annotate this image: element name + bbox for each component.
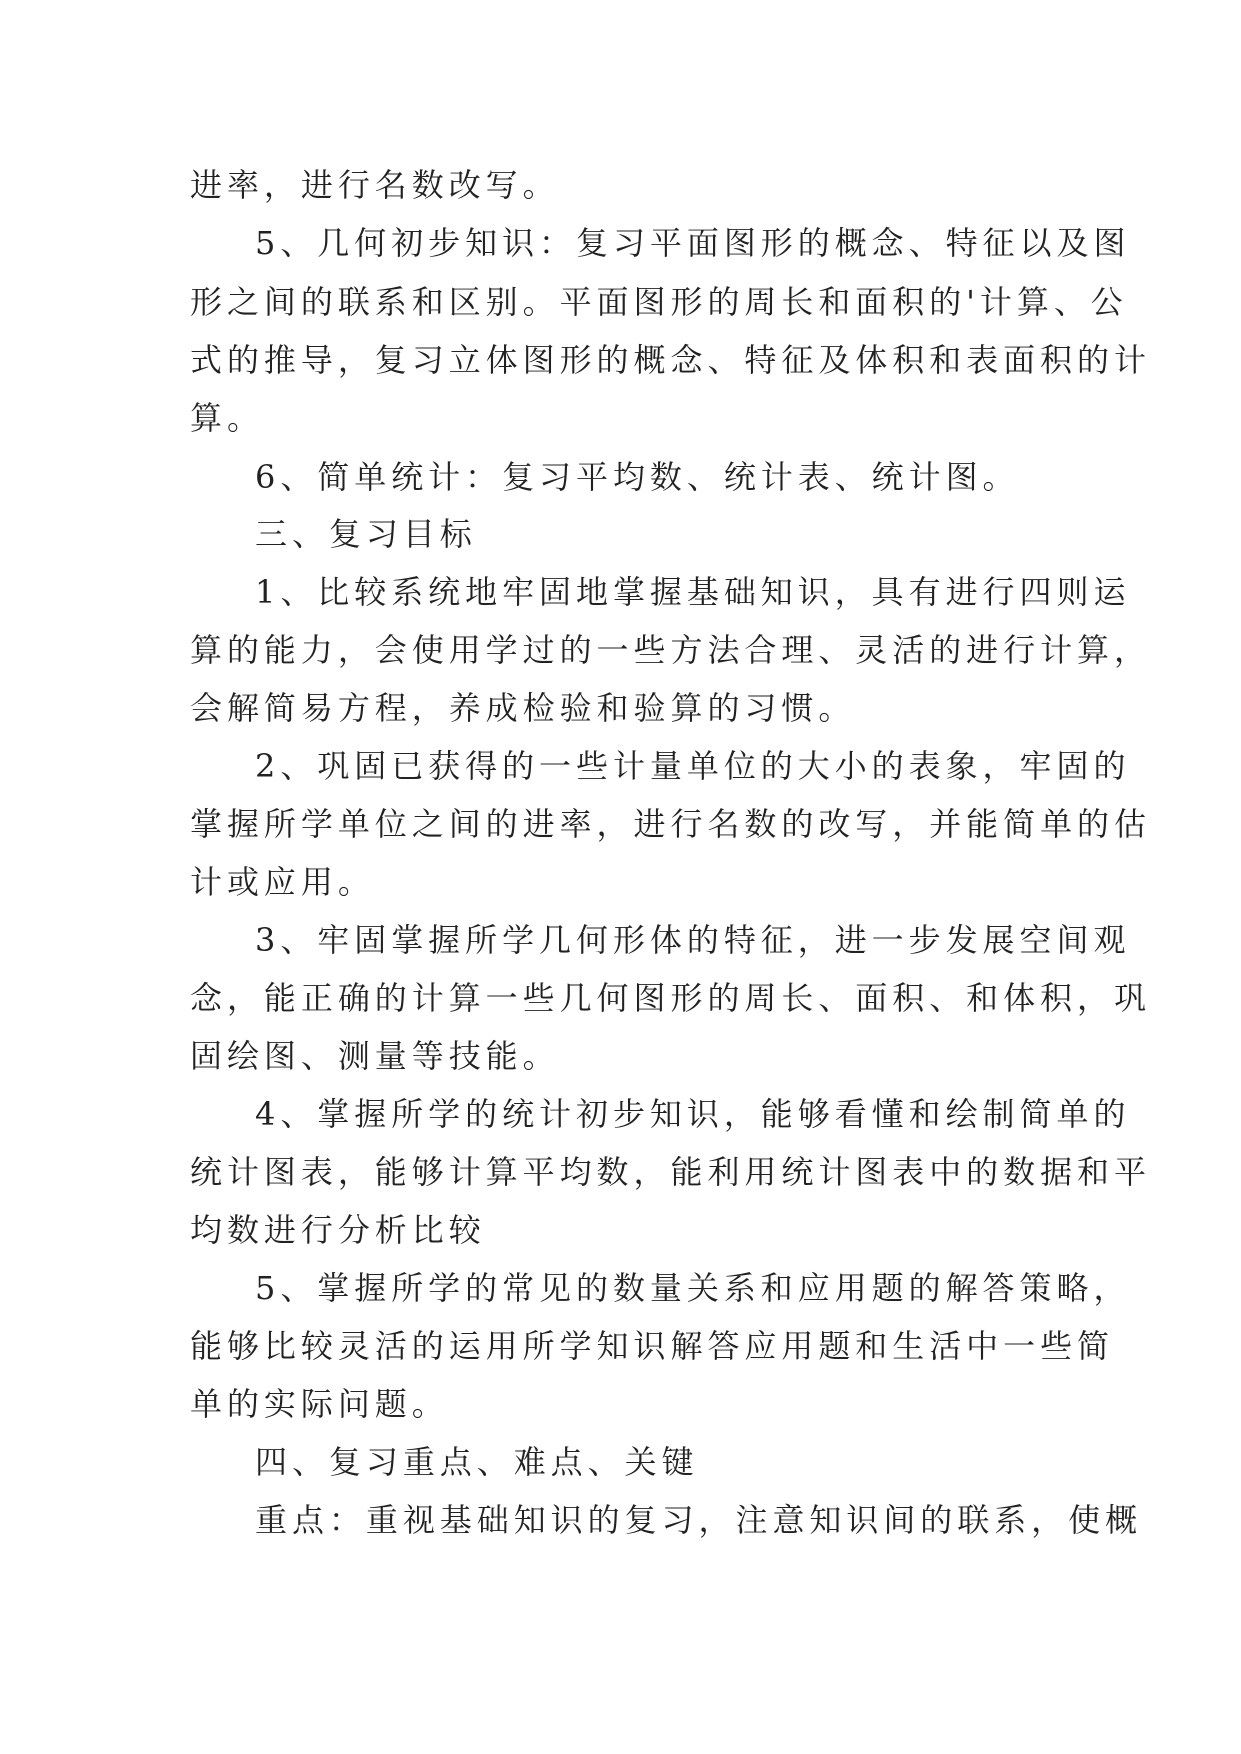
- text-line: 式的推导，复习立体图形的概念、特征及体积和表面积的计: [190, 341, 1151, 379]
- text-line: 计或应用。: [190, 863, 375, 901]
- text-line: 均数进行分析比较: [190, 1211, 486, 1249]
- text-line: 固绘图、测量等技能。: [190, 1037, 560, 1075]
- section-heading: 四、复习重点、难点、关键: [255, 1443, 699, 1481]
- text-line: 念，能正确的计算一些几何图形的周长、面积、和体积，巩: [190, 979, 1151, 1017]
- text-line: 6、简单统计：复习平均数、统计表、统计图。: [255, 458, 1020, 496]
- text-line: 能够比较灵活的运用所学知识解答应用题和生活中一些简: [190, 1327, 1115, 1365]
- text-line: 形之间的联系和区别。平面图形的周长和面积的'计算、公: [190, 283, 1128, 321]
- text-line: 掌握所学单位之间的进率，进行名数的改写，并能简单的估: [190, 805, 1151, 843]
- text-line: 5、几何初步知识：复习平面图形的概念、特征以及图: [255, 224, 1131, 262]
- text-line: 进率，进行名数改写。: [190, 166, 560, 204]
- text-line: 单的实际问题。: [190, 1385, 449, 1423]
- text-line: 2、巩固已获得的一些计量单位的大小的表象，牢固的: [255, 747, 1131, 785]
- text-line: 3、牢固掌握所学几何形体的特征，进一步发展空间观: [255, 921, 1131, 959]
- text-line: 会解简易方程，养成检验和验算的习惯。: [190, 689, 856, 727]
- text-line: 重点：重视基础知识的复习，注意知识间的联系，使概: [255, 1501, 1143, 1539]
- text-line: 4、掌握所学的统计初步知识，能够看懂和绘制简单的: [255, 1095, 1131, 1133]
- text-line: 5、掌握所学的常见的数量关系和应用题的解答策略，: [255, 1269, 1131, 1307]
- section-heading: 三、复习目标: [255, 515, 477, 553]
- text-line: 算。: [190, 399, 264, 437]
- text-line: 统计图表，能够计算平均数，能利用统计图表中的数据和平: [190, 1153, 1151, 1191]
- text-line: 算的能力，会使用学过的一些方法合理、灵活的进行计算，: [190, 631, 1151, 669]
- text-line: 1、比较系统地牢固地掌握基础知识，具有进行四则运: [255, 573, 1131, 611]
